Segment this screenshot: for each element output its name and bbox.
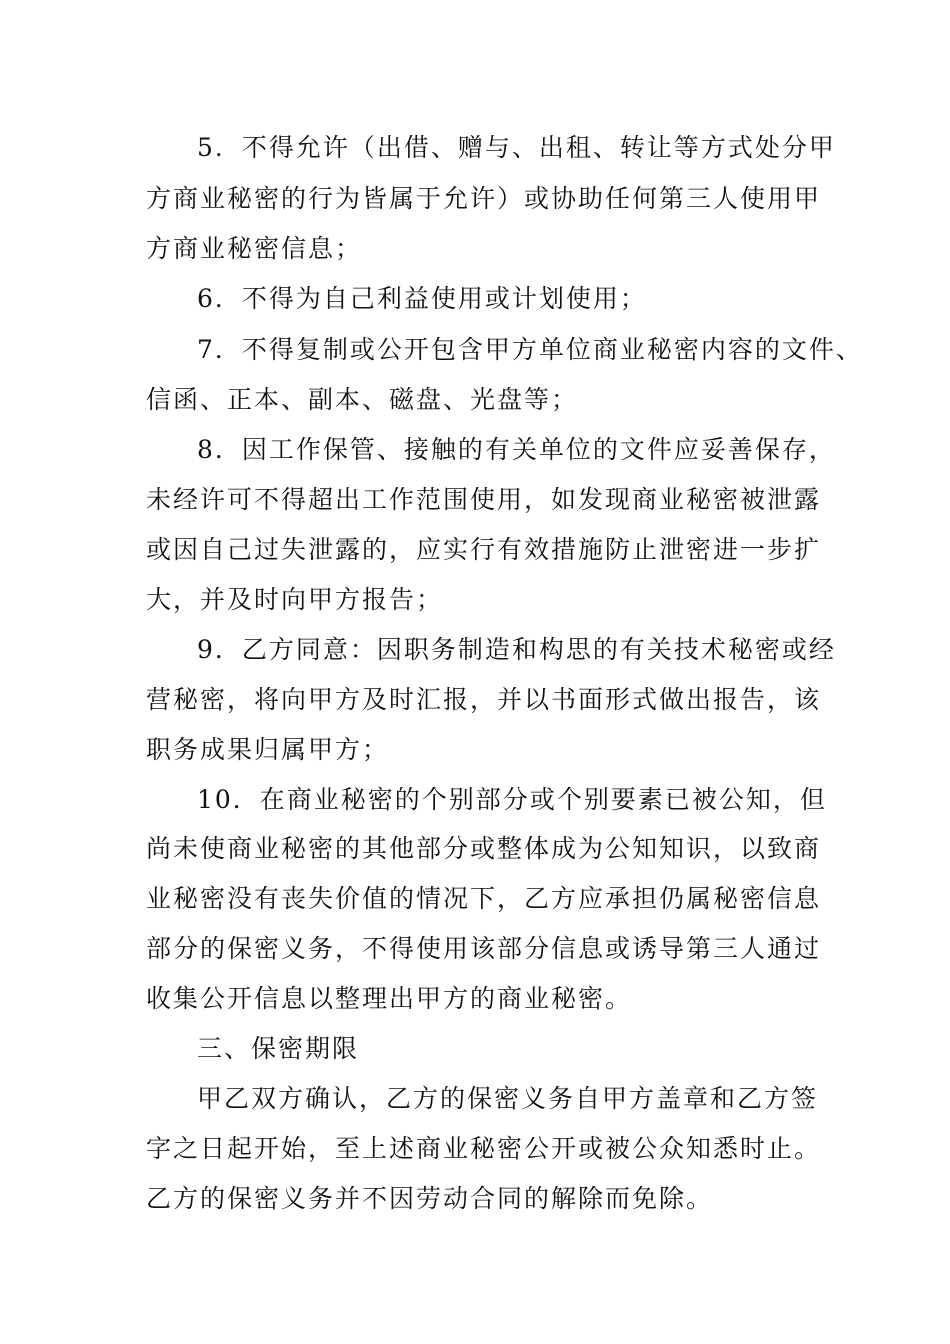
text-line: 8．因工作保管、接触的有关单位的文件应妥善保存， [197,435,836,464]
text-line: 收集公开信息以整理出甲方的商业秘密。 [146,984,633,1013]
text-line: 10．在商业秘密的个别部分或个别要素已被公知，但 [197,785,827,814]
text-line: 大，并及时向甲方报告； [146,585,444,614]
section-heading: 三、保密期限 [197,1034,360,1063]
text-line: 5．不得允许（出借、赠与、出租、转让等方式处分甲 [197,133,836,162]
text-line: 甲乙双方确认，乙方的保密义务自甲方盖章和乙方签 [197,1084,819,1113]
text-line: 部分的保密义务，不得使用该部分信息或诱导第三人通过 [146,934,822,963]
text-line: 未经许可不得超出工作范围使用，如发现商业秘密被泄露 [146,485,822,514]
text-line: 职务成果归属甲方； [146,735,390,764]
text-line: 9．乙方同意：因职务制造和构思的有关技术秘密或经 [197,635,836,664]
text-line: 尚未使商业秘密的其他部分或整体成为公知知识，以致商 [146,834,822,863]
text-line: 方商业秘密信息； [146,234,363,263]
text-line: 业秘密没有丧失价值的情况下，乙方应承担仍属秘密信息 [146,884,822,913]
text-line: 信函、正本、副本、磁盘、光盘等； [146,385,579,414]
text-line: 或因自己过失泄露的，应实行有效措施防止泄密进一步扩 [146,535,822,564]
text-line: 方商业秘密的行为皆属于允许）或协助任何第三人使用甲 [146,184,822,213]
text-line: 7．不得复制或公开包含甲方单位商业秘密内容的文件、 [197,335,863,364]
text-line: 字之日起开始，至上述商业秘密公开或被公众知悉时止。 [146,1134,822,1163]
text-line: 6．不得为自己利益使用或计划使用； [197,284,647,313]
text-line: 乙方的保密义务并不因劳动合同的解除而免除。 [146,1184,714,1213]
text-line: 营秘密，将向甲方及时汇报，并以书面形式做出报告，该 [146,685,822,714]
